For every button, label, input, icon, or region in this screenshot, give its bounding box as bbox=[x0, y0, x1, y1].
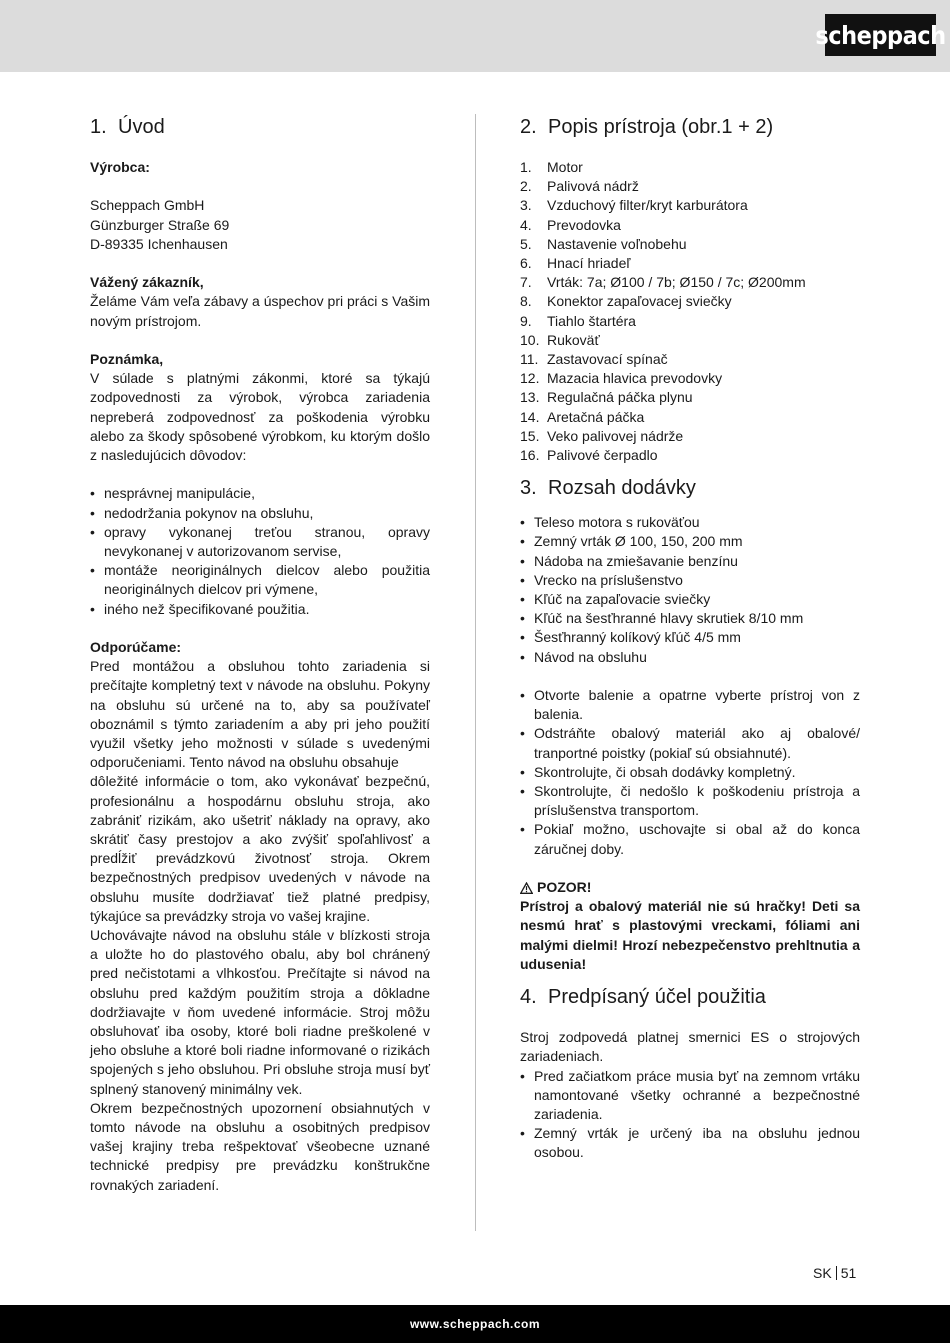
parts-list-item bbox=[520, 350, 860, 369]
item-number: 3. bbox=[520, 197, 532, 214]
list-item: • Pokiaľ možno, uschovajte si obal až do konca záručnej doby. bbox=[520, 820, 860, 858]
list-item: • Nádoba na zmiešavanie benzínu bbox=[520, 552, 860, 571]
item-text: Konektor zapaľovacej sviečky bbox=[547, 293, 732, 310]
warning-triangle-icon bbox=[520, 882, 533, 894]
item-number: 11. bbox=[520, 351, 539, 368]
parts-list-item bbox=[520, 254, 860, 273]
address-line: Günzburger Straße 69 bbox=[90, 216, 230, 233]
language-code: SK bbox=[813, 1265, 832, 1281]
item-number: 1. bbox=[520, 159, 532, 175]
parts-list-item bbox=[520, 446, 860, 465]
address-line: Scheppach GmbH bbox=[90, 197, 205, 214]
list-item: • Skontrolujte, či obsah dodávky kompletný. bbox=[520, 763, 860, 782]
list-item: • Pred začiatkom práce musia byť na zemnom vrtáku namontované všetky ochranné a bezpečnostné zariadenia. bbox=[520, 1067, 860, 1125]
item-number: 6. bbox=[520, 255, 532, 272]
item-text: Palivová nádrž bbox=[547, 178, 639, 195]
item-number: 5. bbox=[520, 235, 532, 252]
warning-text: Prístroj a obalový materiál nie sú hračky! Deti sa nesmú hrať s plastovými vreckami, fóliami ani malými dielmi! Hrozí nebezpečenstvo prehltnutia a udusenia! bbox=[520, 898, 860, 972]
item-text: Regulačná páčka plynu bbox=[547, 389, 693, 406]
list-item: • montáže neoriginálnych dielcov alebo použitia neoriginálnych dielcov pri výmene, bbox=[90, 561, 430, 599]
section-2-heading: 2. Popis prístroja (obr.1 + 2) bbox=[520, 116, 774, 138]
item-text: Veko palivovej nádrže bbox=[547, 427, 684, 444]
list-item: • Zemný vrták Ø 100, 150, 200 mm bbox=[520, 532, 860, 551]
item-text: Vrták: 7a; Ø100 / 7b; Ø150 / 7c; Ø200mm bbox=[547, 274, 806, 291]
item-text: Tiahlo štartéra bbox=[547, 312, 636, 329]
liability-reasons-list bbox=[90, 484, 430, 618]
intended-use-list bbox=[520, 1067, 860, 1163]
item-number: 14. bbox=[520, 408, 540, 425]
left-column bbox=[90, 114, 430, 1195]
parts-list-item bbox=[520, 312, 860, 331]
column-divider bbox=[475, 114, 476, 1231]
list-item: • opravy vykonanej treťou stranou, opravy nevykonanej v autorizovanom servise, bbox=[90, 523, 430, 561]
footer-bar bbox=[0, 1305, 950, 1343]
parts-list-item bbox=[520, 331, 860, 350]
unpacking-list bbox=[520, 686, 860, 859]
item-number: 4. bbox=[520, 216, 532, 233]
list-item: • Šesťhranný kolíkový kľúč 4/5 mm bbox=[520, 628, 860, 647]
parts-list-item bbox=[520, 292, 860, 311]
note-label: Poznámka, bbox=[90, 350, 164, 367]
item-number: 2. bbox=[520, 178, 532, 195]
address-line: D-89335 Ichenhausen bbox=[90, 235, 228, 252]
item-text: Vzduchový filter/kryt karburátora bbox=[547, 197, 748, 214]
item-number: 12. bbox=[520, 370, 540, 387]
list-item: • nesprávnej manipulácie, bbox=[90, 484, 430, 503]
item-text: Zastavovací spínač bbox=[547, 351, 668, 368]
item-number: 9. bbox=[520, 312, 532, 329]
note-text: V súlade s platnými zákonmi, ktoré sa týkajú zodpovednosti za výrobok, výrobca zariadenia nepreberá zodpovednosť za poškodenia výrobku alebo za škody spôsobené výrobkom, ku ktorým došlo z nasledujúcich dôvodov: bbox=[90, 370, 430, 463]
recommend-paragraph: Pred montážou a obsluhou tohto zariadenia si prečítajte kompletný text v návode na obsluhu. Pokyny na obsluhu sú určené na to, aby sa používateľ oboznámil s týmto zariadením a aby pri jeho použití využil všetky jeho možnosti v súlade s uvedenými odporučeniami. Tento návod na obsluhu obsahuje bbox=[90, 658, 430, 771]
parts-list-item bbox=[520, 216, 860, 235]
parts-list-item bbox=[520, 158, 860, 177]
list-item: • Zemný vrták je určený iba na obsluhu jednou osobou. bbox=[520, 1124, 860, 1162]
list-item: • Odstráňte obalový materiál ako aj obalové/ tranportné poistky (pokiaľ sú obsiahnuté). bbox=[520, 724, 860, 762]
warning-label: POZOR! bbox=[537, 879, 592, 896]
item-number: 8. bbox=[520, 293, 532, 310]
website-link[interactable]: www.scheppach.com bbox=[409, 1317, 541, 1331]
parts-list-item bbox=[520, 177, 860, 196]
parts-list-item bbox=[520, 273, 860, 292]
list-item: • Skontrolujte, či nedošlo k poškodeniu prístroja a príslušenstva transportom. bbox=[520, 782, 860, 820]
list-item: • nedodržania pokynov na obsluhu, bbox=[90, 504, 430, 523]
header-bar bbox=[0, 0, 950, 72]
list-item: • Návod na obsluhu bbox=[520, 648, 860, 667]
section-4-heading: 4. Predpísaný účel použitia bbox=[520, 986, 766, 1009]
parts-list-item bbox=[520, 196, 860, 215]
parts-list-item bbox=[520, 408, 860, 427]
delivery-list bbox=[520, 513, 860, 667]
parts-list-item bbox=[520, 369, 860, 388]
item-number: 16. bbox=[520, 447, 540, 464]
list-item: • Kľúč na zapaľovacie sviečky bbox=[520, 590, 860, 609]
item-number: 15. bbox=[520, 427, 540, 444]
list-item: • iného než špecifikované použitia. bbox=[90, 600, 430, 619]
item-text: Palivové čerpadlo bbox=[547, 447, 658, 464]
recommend-paragraph: Uchovávajte návod na obsluhu stále v blízkosti stroja a uložte ho do plastového obalu, aby bol chránený pred nečistotami a vlhkosťou. Prečítajte si návod na obsluhu pred každým použitím stroja a dôkladne dodržiavajte v ňom uvedené informácie. Stroj môžu obsluhovať iba osoby, ktoré boli riadne preškolené v jeho obsluhe a ktoré boli riadne informované o rizikách spojených s jeho obsluhou. Pri obsluhe stroja musí byť splnený stanovený minimálny vek. bbox=[90, 927, 430, 1097]
customer-label: Vážený zákazník, bbox=[90, 274, 204, 291]
recommend-paragraph: dôležité informácie o tom, ako vykonávať bezpečnú, profesionálnu a hospodárnu obsluhu stroja, ako zabrániť rizikám, ako ušetriť náklady na opravy, ako skrátiť časy prestojov a ako zvýšiť spoľahlivosť a predĺžiť prevádzkovú životnosť stroja. Okrem bezpečnostných predpisov uvedených v návode na obsluhu musíte dodržiavať tiež platné predpisy, týkajúce sa prevádzky stroja vo vašej krajine. bbox=[90, 773, 430, 924]
item-text: Motor bbox=[547, 159, 583, 175]
page-number-value: 51 bbox=[840, 1265, 857, 1281]
parts-list-item bbox=[520, 235, 860, 254]
item-text: Aretačná páčka bbox=[547, 408, 645, 425]
scheppach-logo: scheppach bbox=[825, 14, 936, 56]
section-1-heading: 1. Úvod bbox=[90, 116, 165, 138]
item-text: Hnací hriadeľ bbox=[547, 255, 631, 272]
right-column bbox=[520, 114, 860, 1163]
list-item: • Teleso motora s rukoväťou bbox=[520, 513, 860, 532]
separator bbox=[836, 1266, 837, 1280]
section-3-heading: 3. Rozsah dodávky bbox=[520, 477, 696, 500]
warning-heading bbox=[520, 878, 860, 897]
customer-text: Želáme Vám veľa zábavy a úspechov pri práci s Vašim novým prístrojom. bbox=[90, 293, 430, 329]
list-item: • Otvorte balenie a opatrne vyberte prístroj von z balenia. bbox=[520, 686, 860, 724]
parts-list bbox=[520, 158, 860, 465]
item-text: Rukoväť bbox=[547, 331, 600, 348]
page-number bbox=[813, 1265, 856, 1282]
parts-list-item bbox=[520, 388, 860, 407]
item-text: Prevodovka bbox=[547, 216, 621, 233]
item-text: Nastavenie voľnobehu bbox=[547, 235, 687, 252]
item-number: 7. bbox=[520, 274, 532, 291]
recommend-paragraph: Okrem bezpečnostných upozornení obsiahnutých v tomto návode na obsluhu a osobitných predpisov vašej krajiny treba rešpektovať všeobecne uznané technické predpisy pre prevádzku konštrukčne rovnakých zariadení. bbox=[90, 1099, 430, 1193]
list-item: • Vrecko na príslušenstvo bbox=[520, 571, 860, 590]
manufacturer-label: Výrobca: bbox=[90, 159, 150, 175]
recommend-label: Odporúčame: bbox=[90, 639, 182, 655]
item-text: Mazacia hlavica prevodovky bbox=[547, 370, 723, 387]
intended-use-text: Stroj zodpovedá platnej smernici ES o strojových zariadeniach. bbox=[520, 1029, 860, 1065]
item-number: 13. bbox=[520, 389, 540, 406]
item-number: 10. bbox=[520, 331, 540, 348]
parts-list-item bbox=[520, 427, 860, 446]
list-item: • Kľúč na šesťhranné hlavy skrutiek 8/10 mm bbox=[520, 609, 860, 628]
